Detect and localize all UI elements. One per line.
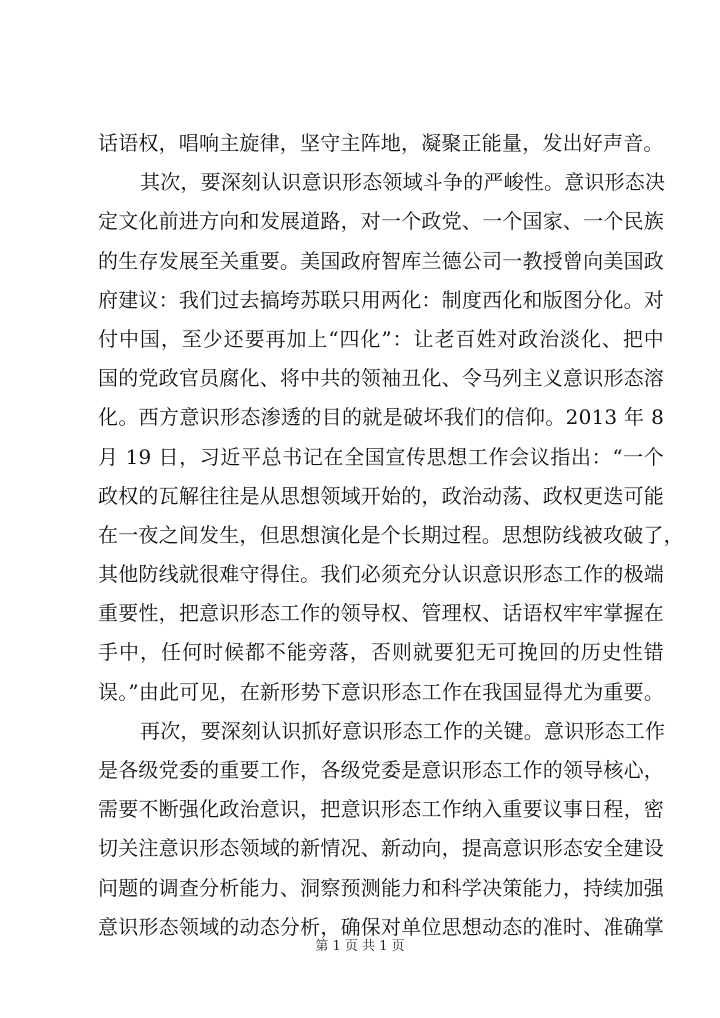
text-line: 是各级党委的重要工作，各级党委是意识形态工作的领导核心， xyxy=(98,758,664,782)
text-line: 其次，要深刻认识意识形态领域斗争的严峻性。意识形态决 xyxy=(140,170,666,195)
text-line: 其他防线就很难守得住。我们必须充分认识意识形态工作的极端 xyxy=(98,562,664,587)
text-line: 付中国，至少还要再加上“四化”：让老百姓对政治淡化、把中 xyxy=(98,326,664,351)
text-line: 意识形态领域的动态分析，确保对单位思想动态的准时、准确掌 xyxy=(98,914,664,939)
text-line: 月 19 日，习近平总书记在全国宣传思想工作会议指出：“一个 xyxy=(98,444,664,469)
text-line: 话语权，唱响主旋律，坚守主阵地，凝聚正能量，发出好声音。 xyxy=(98,131,664,155)
text-line: 再次，要深刻认识抓好意识形态工作的关键。意识形态工作 xyxy=(140,718,666,743)
text-line: 重要性，把意识形态工作的领导权、管理权、话语权牢牢掌握在 xyxy=(98,601,664,626)
text-line: 定文化前进方向和发展道路，对一个政党、一个国家、一个民族 xyxy=(98,209,664,234)
text-line: 问题的调查分析能力、洞察预测能力和科学决策能力，持续加强 xyxy=(98,875,664,900)
text-line: 府建议：我们过去搞垮苏联只用两化：制度西化和版图分化。对 xyxy=(98,287,664,312)
text-line: 误。”由此可见，在新形势下意识形态工作在我国显得尤为重要。 xyxy=(98,679,665,704)
page-number-footer: 第 1 页 共 1 页 xyxy=(315,939,405,954)
text-line: 国的党政官员腐化、将中共的领袖丑化、令马列主义意识形态溶 xyxy=(98,366,664,391)
text-line: 需要不断强化政治意识，把意识形态工作纳入重要议事日程，密 xyxy=(98,797,664,822)
text-line: 在一夜之间发生，但思想演化是个长期过程。思想防线被攻破了， xyxy=(98,522,684,547)
text-line: 手中，任何时候都不能旁落，否则就要犯无可挽回的历史性错 xyxy=(98,640,664,665)
text-line: 的生存发展至关重要。美国政府智库兰德公司一教授曾向美国政 xyxy=(98,248,664,273)
text-line: 化。西方意识形态渗透的目的就是破坏我们的信仰。2013 年 8 xyxy=(98,405,664,430)
body-text xyxy=(98,124,684,947)
text-line: 政权的瓦解往往是从思想领域开始的，政治动荡、政权更迭可能 xyxy=(98,483,664,508)
text-line: 切关注意识形态领域的新情况、新动向，提高意识形态安全建设 xyxy=(98,836,664,861)
